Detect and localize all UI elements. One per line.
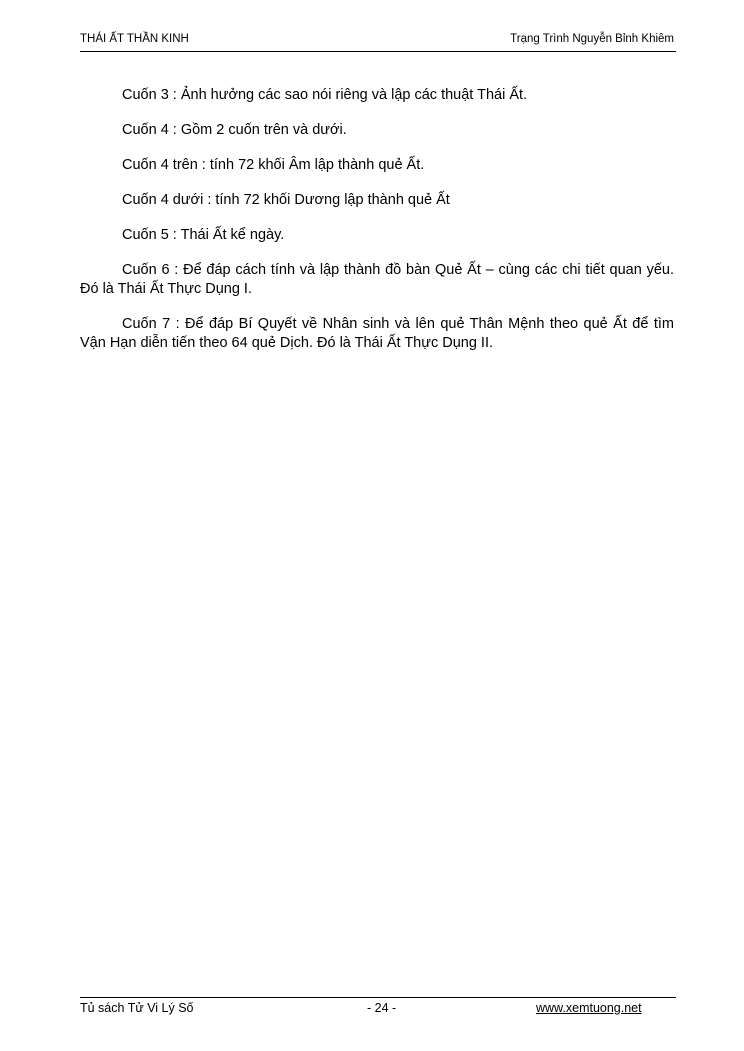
paragraph-cuon-3: Cuốn 3 : Ảnh hưởng các sao nói riêng và lập các thuật Thái Ất. xyxy=(122,87,528,103)
page-number: - 24 - xyxy=(367,1001,397,1015)
page-header xyxy=(80,33,676,49)
header-divider xyxy=(80,51,676,52)
footer-series-title: Tủ sách Tử Vi Lý Số xyxy=(80,1001,194,1015)
header-book-title: THÁI ẤT THẦN KINH xyxy=(80,33,189,45)
header-author: Trạng Trình Nguyễn Bỉnh Khiêm xyxy=(510,33,674,45)
page-body xyxy=(80,86,674,369)
paragraph-cuon-4-duoi: Cuốn 4 dưới : tính 72 khối Dương lập thành quẻ Ất xyxy=(122,192,450,208)
footer-website-link[interactable]: www.xemtuong.net xyxy=(536,1001,642,1015)
paragraph-cuon-4-tren: Cuốn 4 trên : tính 72 khối Âm lập thành quẻ Ất. xyxy=(122,157,425,173)
paragraph-cuon-7: Cuốn 7 : Để đáp Bí Quyết về Nhân sinh và lên quẻ Thân Mệnh theo quẻ Ất để tìm Vận Hạn diễn tiến theo 64 quẻ Dịch. Đó là Thái Ất Thực Dụng II. xyxy=(80,316,674,351)
paragraph-cuon-6: Cuốn 6 : Để đáp cách tính và lập thành đồ bàn Quẻ Ất – cùng các chi tiết quan yếu. Đó là Thái Ất Thực Dụng I. xyxy=(80,262,674,297)
paragraph-cuon-4: Cuốn 4 : Gồm 2 cuốn trên và dưới. xyxy=(122,122,347,138)
footer-divider xyxy=(80,997,676,998)
paragraph-cuon-5: Cuốn 5 : Thái Ất kể ngày. xyxy=(122,227,285,243)
